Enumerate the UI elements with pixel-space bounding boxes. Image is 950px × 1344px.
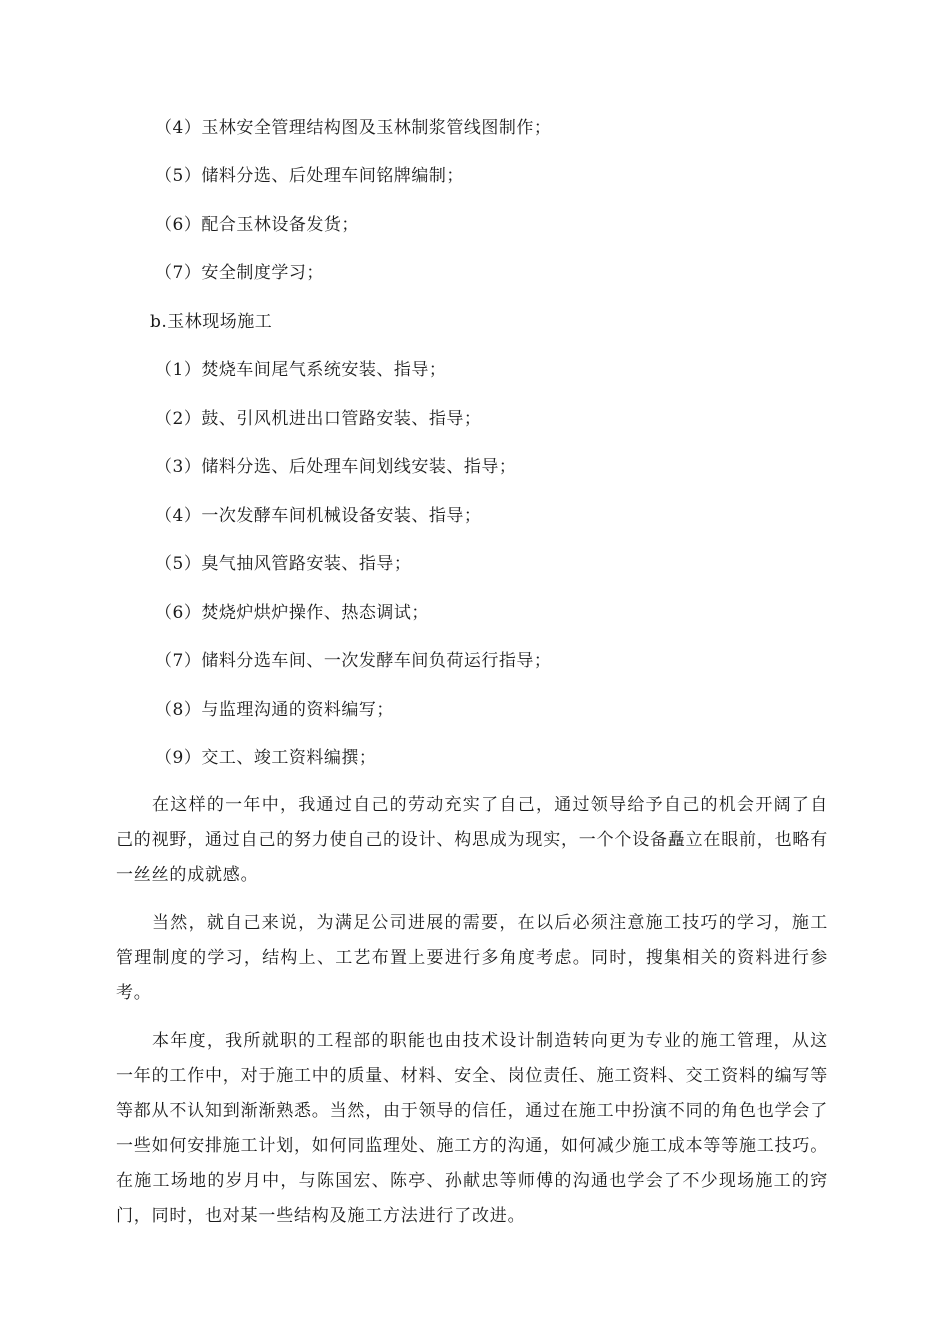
list-item: （2）鼓、引风机进出口管路安装、指导； — [155, 409, 482, 429]
body-paragraph: 当然，就自己来说，为满足公司进展的需要，在以后必须注意施工技巧的学习，施工管理制度的学习，结构上、工艺布置上要进行多角度考虑。同时，搜集相关的资料进行参考。 — [116, 913, 828, 1003]
list-item: （1）焚烧车间尾气系统安装、指导； — [155, 360, 447, 380]
list-item: （5）储料分选、后处理车间铭牌编制； — [155, 166, 464, 186]
list-item: （8）与监理沟通的资料编写； — [155, 700, 394, 720]
list-item: （6）焚烧炉烘炉操作、热态调试； — [155, 603, 429, 623]
list-item: （4）玉林安全管理结构图及玉林制浆管线图制作； — [155, 118, 552, 138]
list-item: （3）储料分选、后处理车间划线安装、指导； — [155, 457, 517, 477]
list-item: （7）储料分选车间、一次发酵车间负荷运行指导； — [155, 651, 552, 671]
list-item: （6）配合玉林设备发货； — [155, 215, 359, 235]
list-item: （5）臭气抽风管路安装、指导； — [155, 554, 412, 574]
body-paragraph: 在这样的一年中，我通过自己的劳动充实了自己，通过领导给予自己的机会开阔了自己的视野，通过自己的努力使自己的设计、构思成为现实，一个个设备矗立在眼前，也略有一丝丝的成就感。 — [116, 795, 828, 885]
list-item: （4）一次发酵车间机械设备安装、指导； — [155, 506, 482, 526]
body-paragraph: 本年度，我所就职的工程部的职能也由技术设计制造转向更为专业的施工管理，从这一年的工作中，对于施工中的质量、材料、安全、岗位责任、施工资料、交工资料的编写等等都从不认知到渐渐熟悉。当然，由于领导的信任，通过在施工中扮演不同的角色也学会了一些如何安排施工计划，如何同监理处、施工方的沟通，如何减少施工成本等等施工技巧。在施工场地的岁月中，与陈国宏、陈亭、孙献忠等师傅的沟通也学会了不少现场施工的窍门，同时，也对某一些结构及施工方法进行了改进。 — [116, 1031, 828, 1226]
list-item: （7）安全制度学习； — [155, 263, 324, 283]
section-heading: b.玉林现场施工 — [150, 312, 273, 332]
list-item: （9）交工、竣工资料编撰； — [155, 748, 377, 768]
